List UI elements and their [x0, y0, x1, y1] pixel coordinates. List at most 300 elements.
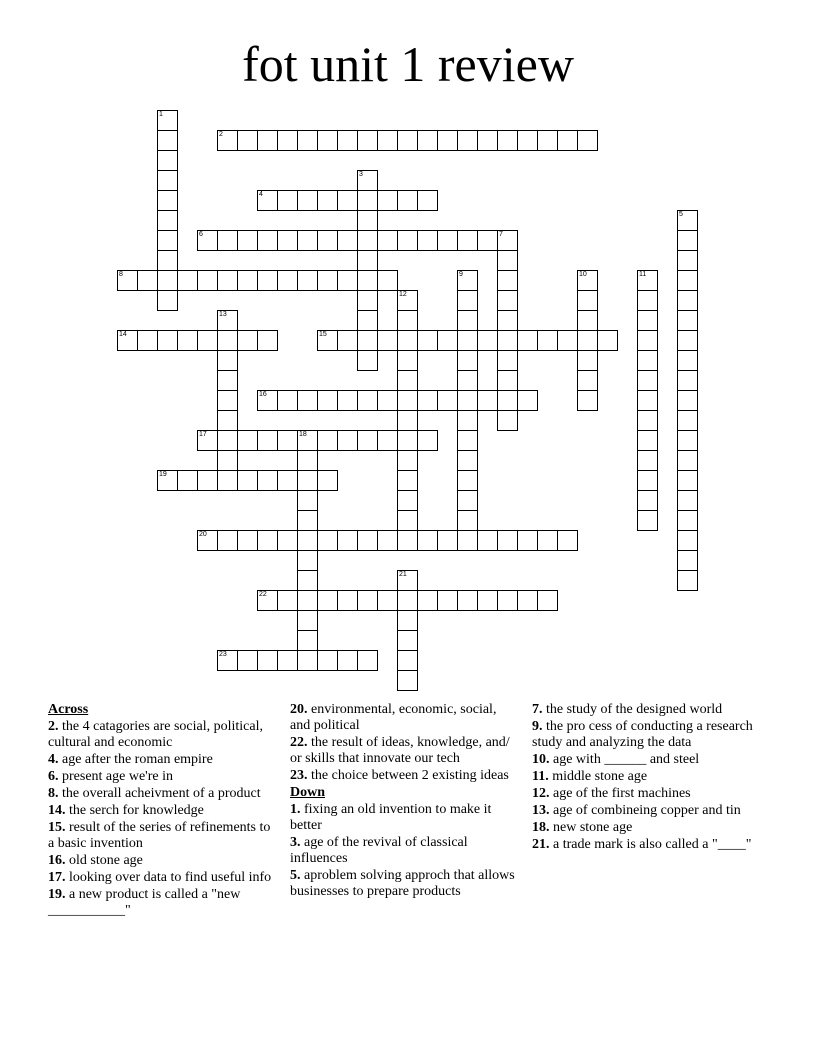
grid-cell[interactable]	[297, 590, 318, 611]
grid-cell[interactable]	[457, 310, 478, 331]
grid-cell[interactable]	[317, 530, 338, 551]
clue-number-label: 9.	[532, 719, 543, 734]
grid-cell[interactable]	[397, 650, 418, 671]
grid-cell[interactable]	[637, 470, 658, 491]
grid-cell[interactable]	[457, 230, 478, 251]
grid-cell[interactable]	[157, 230, 178, 251]
grid-cell[interactable]	[577, 350, 598, 371]
grid-cell[interactable]	[457, 470, 478, 491]
grid-cell[interactable]	[297, 450, 318, 471]
grid-cell[interactable]	[217, 330, 238, 351]
grid-cell[interactable]	[397, 350, 418, 371]
grid-cell[interactable]	[577, 330, 598, 351]
grid-cell[interactable]	[257, 430, 278, 451]
clue-number-label: 5.	[290, 868, 301, 883]
grid-cell[interactable]	[637, 370, 658, 391]
clue-text: the study of the designed world	[546, 702, 723, 717]
grid-cell[interactable]	[277, 650, 298, 671]
grid-cell[interactable]	[297, 570, 318, 591]
grid-cell[interactable]	[337, 590, 358, 611]
grid-cell[interactable]	[397, 290, 418, 311]
grid-cell[interactable]	[417, 130, 438, 151]
grid-cell[interactable]	[237, 330, 258, 351]
grid-cell[interactable]	[457, 130, 478, 151]
grid-cell[interactable]	[357, 430, 378, 451]
grid-cell[interactable]	[437, 330, 458, 351]
grid-cell[interactable]	[457, 510, 478, 531]
across-clue	[48, 769, 273, 785]
grid-cell[interactable]	[637, 410, 658, 431]
grid-cell[interactable]	[497, 530, 518, 551]
grid-cell[interactable]	[677, 450, 698, 471]
grid-cell[interactable]	[337, 390, 358, 411]
grid-cell[interactable]	[397, 590, 418, 611]
grid-cell[interactable]	[677, 570, 698, 591]
grid-cell[interactable]	[257, 330, 278, 351]
grid-cell[interactable]	[457, 330, 478, 351]
across-clue	[48, 803, 273, 819]
grid-cell[interactable]	[477, 590, 498, 611]
grid-cell[interactable]	[317, 430, 338, 451]
grid-cell[interactable]	[397, 570, 418, 591]
grid-cell[interactable]	[297, 470, 318, 491]
grid-cell[interactable]	[677, 370, 698, 391]
grid-cell[interactable]	[257, 130, 278, 151]
grid-cell[interactable]	[537, 130, 558, 151]
grid-cell[interactable]	[377, 530, 398, 551]
grid-cell[interactable]	[197, 470, 218, 491]
grid-cell[interactable]	[217, 390, 238, 411]
grid-cell[interactable]	[477, 330, 498, 351]
grid-cell[interactable]	[477, 390, 498, 411]
grid-cell[interactable]	[577, 390, 598, 411]
grid-cell[interactable]	[397, 130, 418, 151]
grid-cell[interactable]	[357, 350, 378, 371]
clue-number-label: 4.	[48, 752, 59, 767]
grid-cell[interactable]	[297, 530, 318, 551]
grid-cell[interactable]	[157, 330, 178, 351]
grid-cell[interactable]	[457, 590, 478, 611]
grid-cell[interactable]	[157, 470, 178, 491]
grid-cell[interactable]	[497, 130, 518, 151]
grid-cell[interactable]	[317, 650, 338, 671]
grid-cell[interactable]	[637, 330, 658, 351]
grid-cell[interactable]	[317, 390, 338, 411]
clue-number-label: 22.	[290, 735, 308, 750]
clue-number: 21	[399, 571, 407, 578]
grid-cell[interactable]	[377, 330, 398, 351]
grid-cell[interactable]	[457, 490, 478, 511]
grid-cell[interactable]	[177, 470, 198, 491]
grid-cell[interactable]	[277, 590, 298, 611]
grid-cell[interactable]	[677, 410, 698, 431]
grid-cell[interactable]	[257, 530, 278, 551]
grid-cell[interactable]	[437, 230, 458, 251]
grid-cell[interactable]	[357, 590, 378, 611]
clue-number: 1	[159, 111, 163, 118]
grid-cell[interactable]	[157, 170, 178, 191]
grid-cell[interactable]	[457, 350, 478, 371]
grid-cell[interactable]	[677, 210, 698, 231]
grid-cell[interactable]	[677, 530, 698, 551]
grid-cell[interactable]	[517, 590, 538, 611]
grid-cell[interactable]	[677, 430, 698, 451]
clue-number: 10	[579, 271, 587, 278]
clue-text: the pro cess of conducting a research study and analyzing the data	[532, 719, 753, 750]
grid-cell[interactable]	[177, 330, 198, 351]
grid-cell[interactable]	[337, 230, 358, 251]
grid-cell[interactable]	[317, 270, 338, 291]
grid-cell[interactable]	[577, 310, 598, 331]
grid-cell[interactable]	[257, 650, 278, 671]
grid-cell[interactable]	[337, 270, 358, 291]
grid-cell[interactable]	[437, 530, 458, 551]
grid-cell[interactable]	[277, 470, 298, 491]
grid-cell[interactable]	[637, 490, 658, 511]
grid-cell[interactable]	[377, 430, 398, 451]
grid-cell[interactable]	[297, 490, 318, 511]
grid-cell[interactable]	[237, 430, 258, 451]
clue-number: 3	[359, 171, 363, 178]
grid-cell[interactable]	[157, 190, 178, 211]
grid-cell[interactable]	[557, 130, 578, 151]
grid-cell[interactable]	[577, 130, 598, 151]
clue-text: result of the series of refinements to a basic invention	[48, 820, 271, 851]
grid-cell[interactable]	[197, 430, 218, 451]
grid-cell[interactable]	[297, 650, 318, 671]
grid-cell[interactable]	[317, 590, 338, 611]
grid-cell[interactable]	[357, 190, 378, 211]
grid-cell[interactable]	[437, 390, 458, 411]
grid-cell[interactable]	[377, 270, 398, 291]
grid-cell[interactable]	[237, 530, 258, 551]
grid-cell[interactable]	[117, 270, 138, 291]
grid-cell[interactable]	[457, 370, 478, 391]
clue-number: 19	[159, 471, 167, 478]
grid-cell[interactable]	[397, 490, 418, 511]
grid-cell[interactable]	[297, 390, 318, 411]
grid-cell[interactable]	[317, 230, 338, 251]
grid-cell[interactable]	[677, 330, 698, 351]
clue-text: age of combineing copper and tin	[553, 803, 741, 818]
clue-number-label: 14.	[48, 803, 66, 818]
grid-cell[interactable]	[217, 450, 238, 471]
grid-cell[interactable]	[477, 230, 498, 251]
grid-cell[interactable]	[497, 390, 518, 411]
grid-cell[interactable]	[677, 350, 698, 371]
grid-cell[interactable]	[677, 310, 698, 331]
grid-cell[interactable]	[197, 230, 218, 251]
grid-cell[interactable]	[157, 210, 178, 231]
grid-cell[interactable]	[497, 350, 518, 371]
grid-cell[interactable]	[637, 310, 658, 331]
clue-number: 7	[499, 231, 503, 238]
grid-cell[interactable]	[397, 530, 418, 551]
grid-cell[interactable]	[357, 250, 378, 271]
grid-cell[interactable]	[417, 190, 438, 211]
grid-cell[interactable]	[637, 390, 658, 411]
grid-cell[interactable]	[417, 590, 438, 611]
grid-cell[interactable]	[257, 230, 278, 251]
grid-cell[interactable]	[237, 270, 258, 291]
down-clue	[532, 803, 762, 819]
grid-cell[interactable]	[217, 130, 238, 151]
clue-number-label: 12.	[532, 786, 550, 801]
grid-cell[interactable]	[157, 270, 178, 291]
grid-cell[interactable]	[317, 470, 338, 491]
clue-number: 2	[219, 131, 223, 138]
grid-cell[interactable]	[497, 330, 518, 351]
grid-cell[interactable]	[397, 610, 418, 631]
grid-cell[interactable]	[217, 270, 238, 291]
grid-cell[interactable]	[277, 530, 298, 551]
down-clue	[532, 752, 762, 768]
grid-cell[interactable]	[237, 130, 258, 151]
grid-cell[interactable]	[377, 230, 398, 251]
clue-number: 12	[399, 291, 407, 298]
grid-cell[interactable]	[677, 470, 698, 491]
clue-number-label: 3.	[290, 835, 301, 850]
grid-cell[interactable]	[357, 230, 378, 251]
grid-cell[interactable]	[497, 410, 518, 431]
grid-cell[interactable]	[157, 110, 178, 131]
grid-cell[interactable]	[217, 430, 238, 451]
grid-cell[interactable]	[337, 130, 358, 151]
grid-cell[interactable]	[217, 370, 238, 391]
grid-cell[interactable]	[397, 190, 418, 211]
grid-cell[interactable]	[597, 330, 618, 351]
grid-cell[interactable]	[557, 330, 578, 351]
grid-cell[interactable]	[177, 270, 198, 291]
grid-cell[interactable]	[577, 370, 598, 391]
grid-cell[interactable]	[497, 250, 518, 271]
grid-cell[interactable]	[497, 310, 518, 331]
grid-cell[interactable]	[397, 510, 418, 531]
grid-cell[interactable]	[397, 630, 418, 651]
grid-cell[interactable]	[457, 270, 478, 291]
grid-cell[interactable]	[637, 350, 658, 371]
grid-cell[interactable]	[257, 390, 278, 411]
clue-number-label: 18.	[532, 820, 550, 835]
grid-cell[interactable]	[397, 450, 418, 471]
grid-cell[interactable]	[357, 210, 378, 231]
grid-cell[interactable]	[637, 290, 658, 311]
grid-cell[interactable]	[257, 470, 278, 491]
grid-cell[interactable]	[637, 510, 658, 531]
grid-cell[interactable]	[677, 550, 698, 571]
grid-cell[interactable]	[217, 530, 238, 551]
grid-cell[interactable]	[297, 430, 318, 451]
grid-cell[interactable]	[217, 410, 238, 431]
grid-cell[interactable]	[677, 490, 698, 511]
clue-number: 14	[119, 331, 127, 338]
grid-cell[interactable]	[417, 330, 438, 351]
grid-cell[interactable]	[337, 650, 358, 671]
grid-cell[interactable]	[297, 190, 318, 211]
grid-cell[interactable]	[277, 190, 298, 211]
grid-cell[interactable]	[497, 370, 518, 391]
grid-cell[interactable]	[137, 330, 158, 351]
grid-cell[interactable]	[497, 230, 518, 251]
grid-cell[interactable]	[277, 130, 298, 151]
grid-cell[interactable]	[497, 270, 518, 291]
clue-text: environmental, economic, social, and political	[290, 702, 497, 733]
grid-cell[interactable]	[417, 390, 438, 411]
grid-cell[interactable]	[357, 390, 378, 411]
clue-number-label: 1.	[290, 802, 301, 817]
grid-cell[interactable]	[457, 290, 478, 311]
grid-cell[interactable]	[277, 230, 298, 251]
clue-number-label: 2.	[48, 719, 59, 734]
grid-cell[interactable]	[517, 130, 538, 151]
grid-cell[interactable]	[257, 590, 278, 611]
grid-cell[interactable]	[677, 270, 698, 291]
grid-cell[interactable]	[497, 590, 518, 611]
grid-cell[interactable]	[357, 330, 378, 351]
grid-cell[interactable]	[377, 190, 398, 211]
grid-cell[interactable]	[537, 590, 558, 611]
grid-cell[interactable]	[577, 290, 598, 311]
across-clue	[48, 752, 273, 768]
grid-cell[interactable]	[217, 230, 238, 251]
grid-cell[interactable]	[297, 510, 318, 531]
grid-cell[interactable]	[677, 250, 698, 271]
grid-cell[interactable]	[377, 130, 398, 151]
grid-cell[interactable]	[217, 470, 238, 491]
grid-cell[interactable]	[537, 530, 558, 551]
grid-cell[interactable]	[357, 270, 378, 291]
grid-cell[interactable]	[397, 370, 418, 391]
grid-cell[interactable]	[397, 410, 418, 431]
grid-cell[interactable]	[677, 290, 698, 311]
grid-cell[interactable]	[197, 270, 218, 291]
grid-cell[interactable]	[297, 630, 318, 651]
grid-cell[interactable]	[417, 430, 438, 451]
grid-cell[interactable]	[237, 230, 258, 251]
clue-text: the overall acheivment of a product	[62, 786, 261, 801]
grid-cell[interactable]	[317, 190, 338, 211]
clue-number-label: 6.	[48, 769, 59, 784]
grid-cell[interactable]	[417, 230, 438, 251]
clue-number: 8	[119, 271, 123, 278]
grid-cell[interactable]	[397, 430, 418, 451]
across-clue	[48, 887, 273, 919]
grid-cell[interactable]	[317, 130, 338, 151]
clue-column-1	[48, 702, 273, 920]
grid-cell[interactable]	[517, 530, 538, 551]
grid-cell[interactable]	[497, 290, 518, 311]
grid-cell[interactable]	[457, 430, 478, 451]
grid-cell[interactable]	[437, 590, 458, 611]
grid-cell[interactable]	[577, 270, 598, 291]
grid-cell[interactable]	[377, 590, 398, 611]
grid-cell[interactable]	[297, 270, 318, 291]
grid-cell[interactable]	[357, 530, 378, 551]
clue-text: middle stone age	[552, 769, 648, 784]
grid-cell[interactable]	[457, 530, 478, 551]
grid-cell[interactable]	[157, 130, 178, 151]
grid-cell[interactable]	[517, 330, 538, 351]
grid-cell[interactable]	[317, 330, 338, 351]
grid-cell[interactable]	[277, 430, 298, 451]
grid-cell[interactable]	[277, 270, 298, 291]
clue-number: 18	[299, 431, 307, 438]
grid-cell[interactable]	[297, 550, 318, 571]
clue-text: present age we're in	[62, 769, 173, 784]
grid-cell[interactable]	[637, 270, 658, 291]
grid-cell[interactable]	[297, 230, 318, 251]
grid-cell[interactable]	[457, 450, 478, 471]
grid-cell[interactable]	[237, 470, 258, 491]
grid-cell[interactable]	[257, 190, 278, 211]
grid-cell[interactable]	[337, 530, 358, 551]
grid-cell[interactable]	[397, 310, 418, 331]
grid-cell[interactable]	[677, 390, 698, 411]
grid-cell[interactable]	[357, 310, 378, 331]
down-clue	[532, 769, 762, 785]
clue-number: 20	[199, 531, 207, 538]
across-clue	[290, 768, 518, 784]
grid-cell[interactable]	[437, 130, 458, 151]
grid-cell[interactable]	[357, 650, 378, 671]
grid-cell[interactable]	[277, 390, 298, 411]
grid-cell[interactable]	[397, 330, 418, 351]
grid-cell[interactable]	[157, 150, 178, 171]
grid-cell[interactable]	[357, 130, 378, 151]
down-clue	[532, 820, 762, 836]
grid-cell[interactable]	[297, 130, 318, 151]
grid-cell[interactable]	[477, 130, 498, 151]
grid-cell[interactable]	[477, 530, 498, 551]
grid-cell[interactable]	[417, 530, 438, 551]
grid-cell[interactable]	[677, 510, 698, 531]
grid-cell[interactable]	[157, 290, 178, 311]
grid-cell[interactable]	[337, 430, 358, 451]
grid-cell[interactable]	[677, 230, 698, 251]
grid-cell[interactable]	[257, 270, 278, 291]
grid-cell[interactable]	[197, 530, 218, 551]
clue-number-label: 13.	[532, 803, 550, 818]
grid-cell[interactable]	[217, 350, 238, 371]
grid-cell[interactable]	[537, 330, 558, 351]
grid-cell[interactable]	[397, 230, 418, 251]
grid-cell[interactable]	[217, 310, 238, 331]
grid-cell[interactable]	[157, 250, 178, 271]
clue-number-label: 21.	[532, 837, 550, 852]
grid-cell[interactable]	[397, 670, 418, 691]
grid-cell[interactable]	[337, 330, 358, 351]
grid-cell[interactable]	[397, 390, 418, 411]
grid-cell[interactable]	[297, 610, 318, 631]
grid-cell[interactable]	[197, 330, 218, 351]
grid-cell[interactable]	[357, 170, 378, 191]
grid-cell[interactable]	[517, 390, 538, 411]
grid-cell[interactable]	[217, 650, 238, 671]
grid-cell[interactable]	[637, 450, 658, 471]
grid-cell[interactable]	[557, 530, 578, 551]
grid-cell[interactable]	[137, 270, 158, 291]
grid-cell[interactable]	[457, 410, 478, 431]
clue-text: old stone age	[69, 853, 143, 868]
grid-cell[interactable]	[237, 650, 258, 671]
grid-cell[interactable]	[337, 190, 358, 211]
grid-cell[interactable]	[397, 470, 418, 491]
grid-cell[interactable]	[377, 390, 398, 411]
grid-cell[interactable]	[637, 430, 658, 451]
grid-cell[interactable]	[457, 390, 478, 411]
grid-cell[interactable]	[357, 290, 378, 311]
grid-cell[interactable]	[117, 330, 138, 351]
